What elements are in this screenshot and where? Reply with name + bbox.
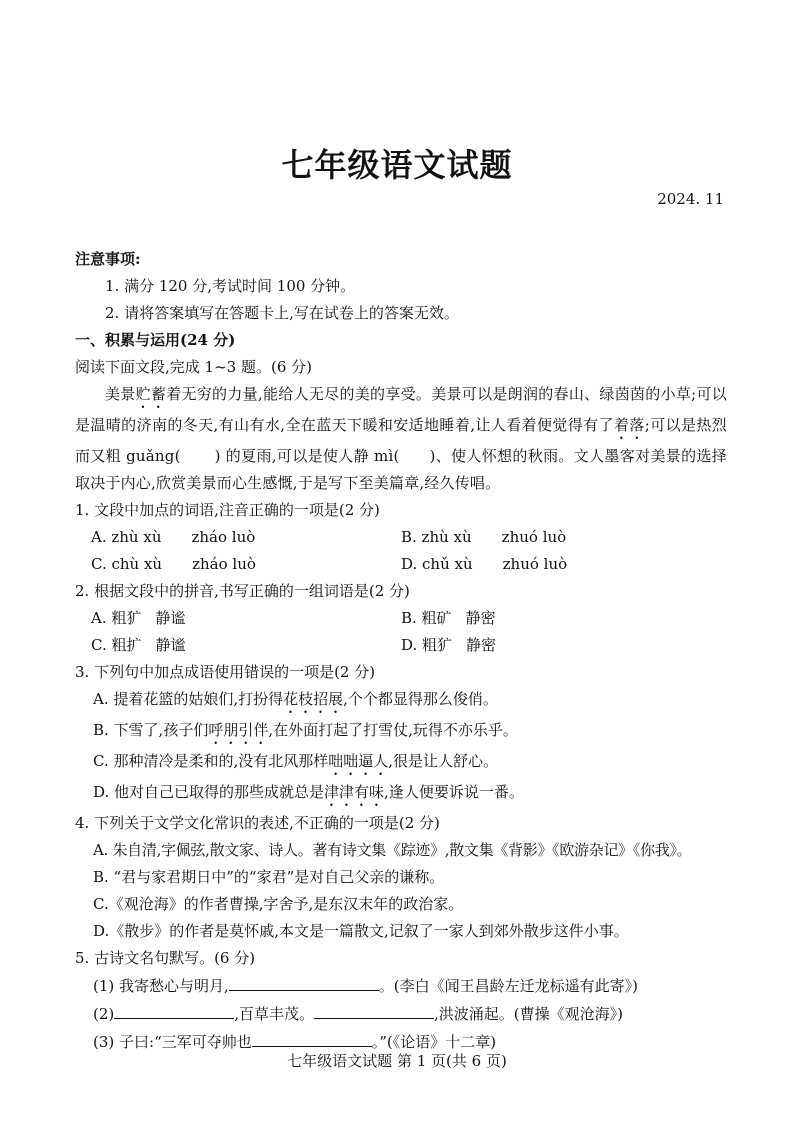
option-b: [75, 717, 727, 748]
dotted-word: 着落: [613, 416, 645, 434]
answer-blank[interactable]: [314, 1000, 434, 1019]
option-b-text1: B. 粗矿: [401, 609, 452, 627]
option-d: [75, 779, 727, 810]
answer-blank[interactable]: [229, 972, 379, 991]
option-c: C.《观沧海》的作者曹操,字舍予,是东汉末年的政治家。: [93, 895, 464, 913]
option-b: [401, 605, 711, 632]
option-text: ,个个都显得那么俊俏。: [343, 690, 498, 708]
dictation-text: (1) 我寄愁心与明月,: [93, 977, 229, 995]
section-heading: 一、积累与运用(24 分): [75, 331, 236, 349]
option-b-text1: B. zhù xù: [401, 528, 472, 546]
option-row: [75, 524, 727, 551]
option-text: C. 那种清冷是柔和的,没有北风那样: [93, 752, 329, 770]
option-b: [401, 524, 711, 551]
reading-passage: [75, 381, 727, 497]
dotted-word: 贮蓄: [135, 385, 167, 403]
dictation-line-1: [75, 972, 727, 1000]
exam-title: 七年级语文试题: [281, 146, 513, 184]
option-c-text2: zháo luò: [192, 555, 256, 573]
option-a: A. 朱自清,字佩弦,散文家、诗人。著有诗文集《踪迹》,散文集《背影》《欧游杂记》《你我》。: [93, 841, 692, 859]
exam-content: [75, 246, 727, 1056]
exam-date: 2024. 11: [657, 190, 724, 208]
option-row: [75, 551, 727, 578]
option-c-text1: C. 粗扩: [91, 636, 142, 654]
option-b-text2: 静密: [465, 609, 496, 627]
notice-heading: 注意事项:: [75, 250, 141, 268]
question-stem: 5. 古诗文名句默写。(6 分): [75, 949, 256, 967]
dotted-idiom: 花枝招展: [283, 690, 344, 708]
option-text: ,逢人便要诉说一番。: [384, 783, 524, 801]
option-a-text1: A. zhù xù: [91, 528, 162, 546]
answer-blank[interactable]: [252, 1028, 372, 1047]
option-text: D. 他对自己已取得的那些成就总是: [93, 783, 325, 801]
option-a-text2: 静谧: [155, 609, 186, 627]
option-a-text1: A. 粗犷: [91, 609, 142, 627]
option-c-text1: C. chù xù: [91, 555, 163, 573]
option-c: [91, 551, 401, 578]
passage-text: )、使人怀想的秋雨。文人墨客对美景的选择取决于内心,欣赏美景而心生感慨,于是写下至美篇章,经久传唱。: [75, 447, 727, 492]
dictation-text: ,洪波涌起。(曹操《观沧海》): [434, 1005, 624, 1023]
option-text: ,在外面打起了打雪仗,玩得不亦乐乎。: [268, 721, 518, 739]
question-stem: 4. 下列关于文学文化常识的表述,不正确的一项是(2 分): [75, 814, 440, 832]
option-c: [75, 748, 727, 779]
option-text: ,很是让人舒心。: [388, 752, 499, 770]
section-intro: 阅读下面文段,完成 1~3 题。(6 分): [75, 358, 312, 376]
notice-item: 2. 请将答案填写在答题卡上,写在试卷上的答案无效。: [105, 304, 459, 322]
passage-text: 美景: [105, 385, 136, 403]
option-a-text2: zháo luò: [191, 528, 256, 546]
answer-blank[interactable]: [114, 1000, 234, 1019]
dictation-text: 。”(《论语》十二章): [371, 1033, 497, 1051]
passage-text: ;可以是热烈而又粗 guǎng(: [75, 416, 727, 465]
dotted-idiom: 咄咄逼人: [328, 752, 389, 770]
passage-text: 着无穷的力量,能给人无尽的美的享受。美景可以是朗润的春山、绿茵茵的小草;可以是温晴的济南的冬天,有山有水,全在蓝天下暖和安适地睡着,让人看着便觉得有了: [75, 385, 727, 434]
question-stem: 1. 文段中加点的词语,注音正确的一项是(2 分): [75, 501, 380, 519]
option-d-text2: zhuó luò: [502, 555, 568, 573]
passage-text: ) 的夏雨,可以是使人静 mì(: [214, 447, 400, 465]
option-c: [91, 632, 401, 659]
option-row: [75, 605, 727, 632]
dictation-text: (3) 子曰:“三军可夺帅也: [93, 1033, 252, 1051]
dictation-text: ,百草丰茂。: [234, 1005, 315, 1023]
option-a: [91, 524, 401, 551]
option-d-text1: D. 粗犷: [401, 636, 453, 654]
dictation-line-2: [75, 1000, 727, 1028]
option-b: B. “君与家君期日中”的“家君”是对自己父亲的谦称。: [93, 868, 445, 886]
option-text: A. 提着花篮的姑娘们,打扮得: [93, 690, 284, 708]
option-d: [401, 632, 711, 659]
option-c-text2: 静谧: [155, 636, 186, 654]
option-text: B. 下雪了,孩子们: [93, 721, 209, 739]
option-d-text1: D. chǔ xù: [401, 555, 473, 573]
dictation-text: (2): [93, 1005, 115, 1023]
option-d: D.《散步》的作者是莫怀戚,本文是一篇散文,记叙了一家人到郊外散步这件小事。: [93, 922, 629, 940]
option-d: [401, 551, 711, 578]
option-b-text2: zhuó luò: [501, 528, 567, 546]
notice-item: 1. 满分 120 分,考试时间 100 分钟。: [105, 277, 356, 295]
option-d-text2: 静密: [466, 636, 497, 654]
option-row: [75, 632, 727, 659]
question-stem: 3. 下列句中加点成语使用错误的一项是(2 分): [75, 663, 376, 681]
question-stem: 2. 根据文段中的拼音,书写正确的一组词语是(2 分): [75, 582, 410, 600]
dictation-text: 。(李白《闻王昌龄左迁龙标遥有此寄》): [378, 977, 639, 995]
dotted-idiom: 津津有味: [324, 783, 385, 801]
page-footer: 七年级语文试题 第 1 页(共 6 页): [287, 1052, 507, 1070]
option-a: [91, 605, 401, 632]
option-a: [75, 686, 727, 717]
dotted-idiom: 呼朋引伴: [208, 721, 269, 739]
